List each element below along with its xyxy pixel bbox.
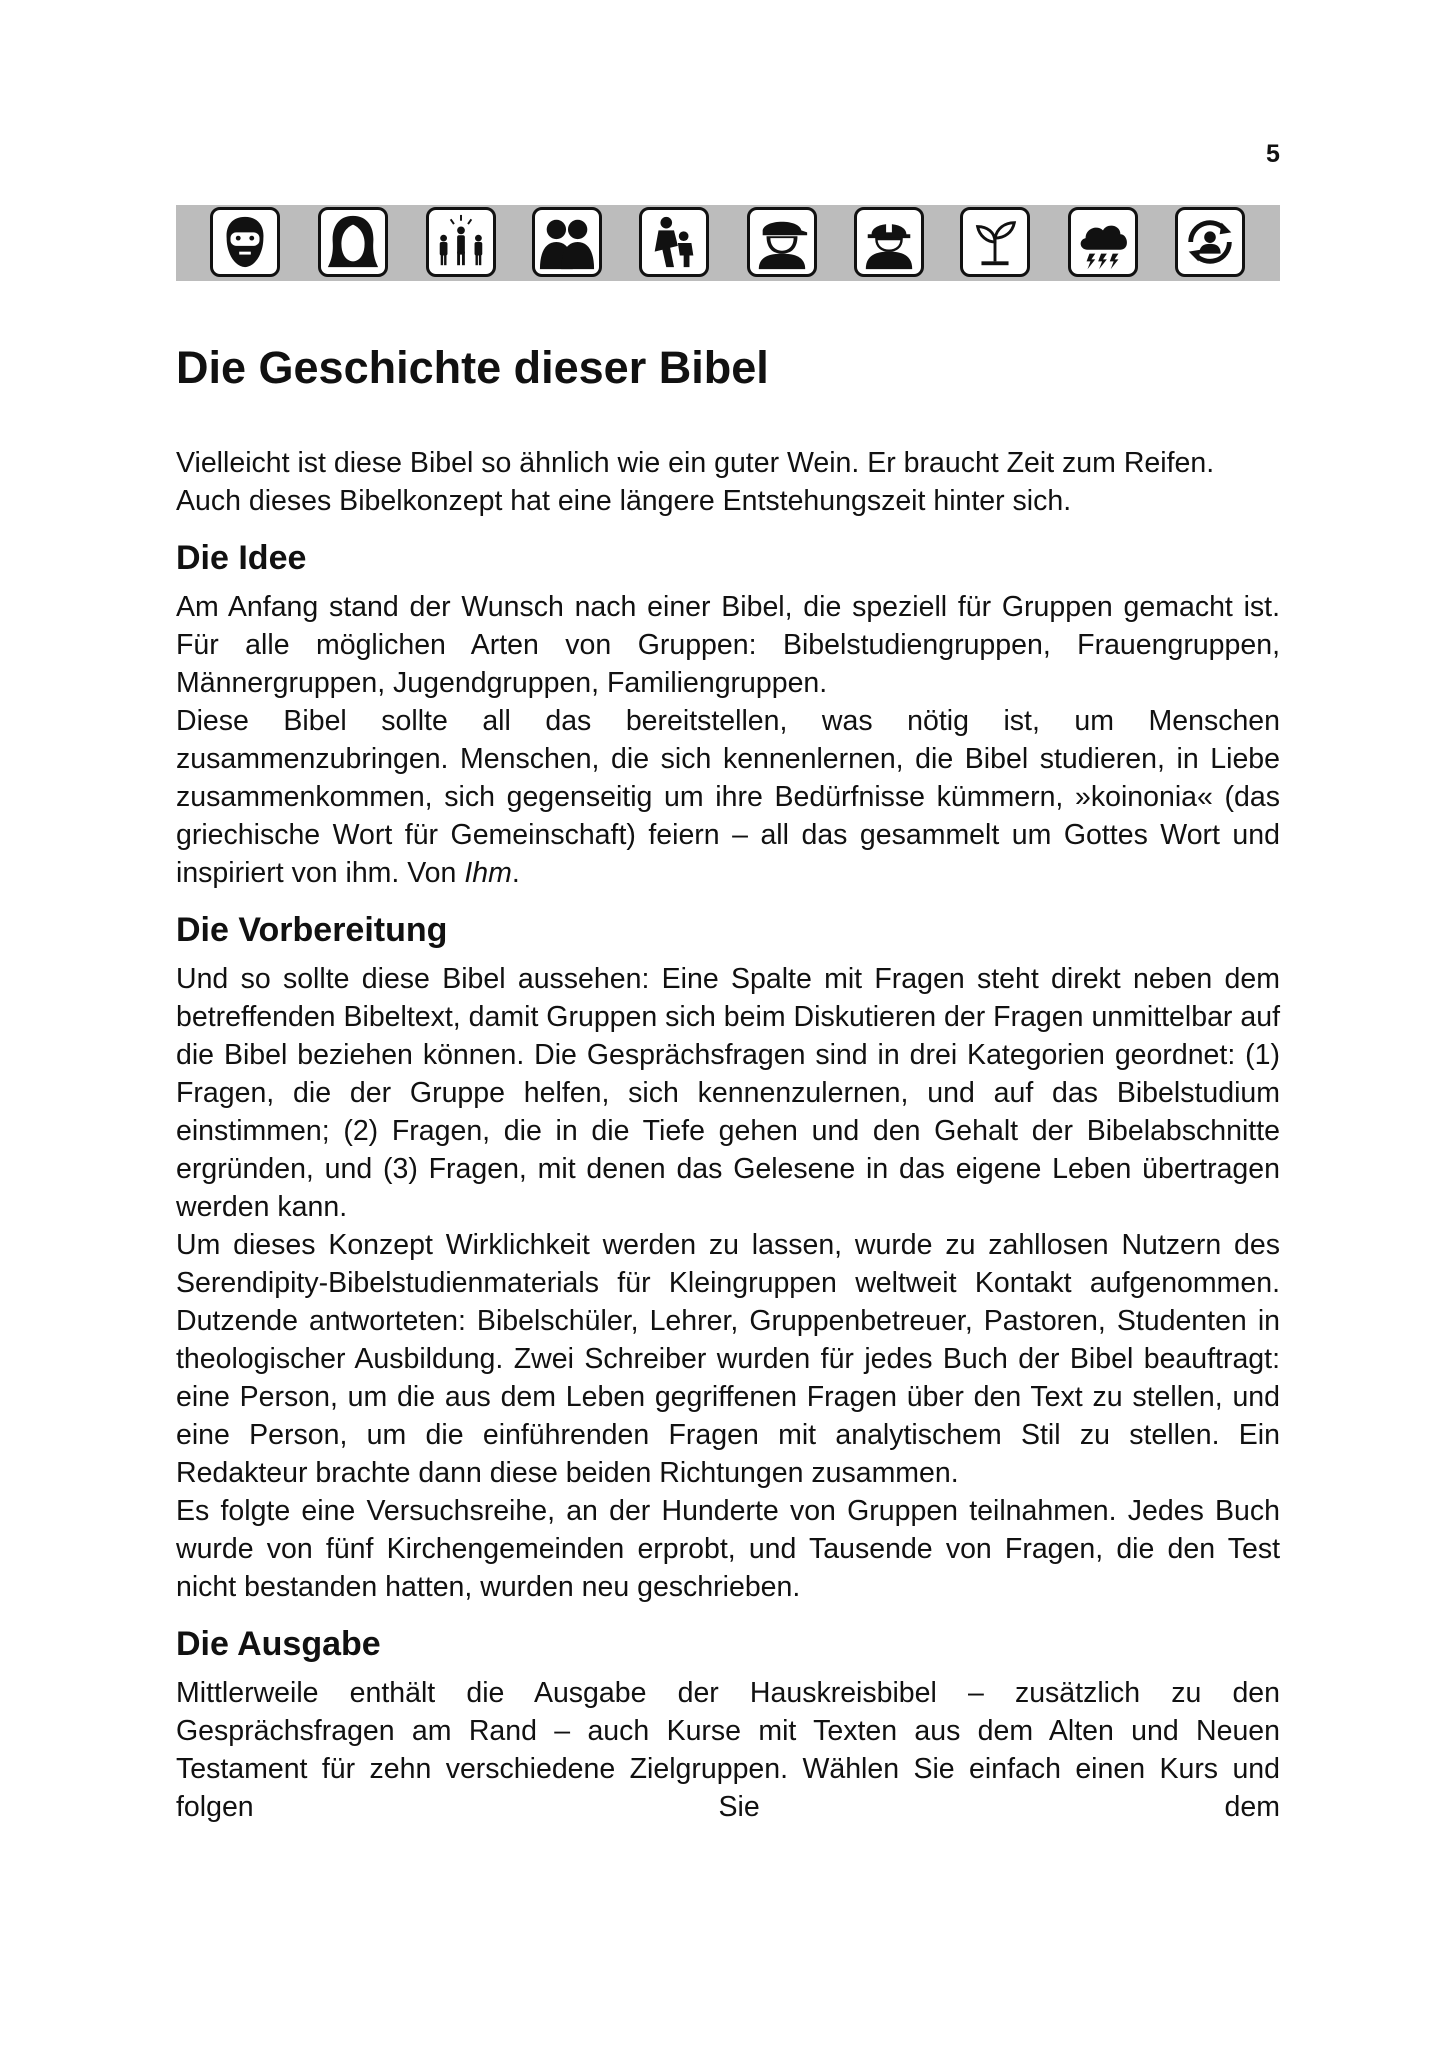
idee-paragraph-1: Am Anfang stand der Wunsch nach einer Bibel, die speziell für Gruppen gemacht ist. Für alle möglichen Arten von Gruppen: Bibelstudiengruppen, Frauengruppen, Männergruppen, Jugendgruppen, Familiengruppen. (176, 591, 1280, 699)
couple-icon (532, 207, 602, 277)
heading-vorbereitung: Die Vorbereitung (176, 911, 448, 949)
page-title: Die Geschichte dieser Bibel (176, 342, 769, 393)
vorbereitung-paragraph-1: Und so sollte diese Bibel aussehen: Eine Spalte mit Fragen steht direkt neben dem betreffenden Bibeltext, damit Gruppen sich beim Diskutieren der Fragen unmittelbar auf die Bibel beziehen können. Die Gesprächsfragen sind in drei Kategorien geordnet: (1) Fragen, die der Gruppe helfen, sich kennenzulernen, und auf das Bibelstudium einstimmen; (2) Fragen, die in die Tiefe gehen und den Gehalt der Bibelabschnitte ergründen, und (3) Fragen, mit denen das Gelesene in das eigene Leben übertragen werden kann. (176, 963, 1280, 1223)
page-number: 5 (1266, 140, 1280, 168)
vorbereitung-paragraph-2: Um dieses Konzept Wirklichkeit werden zu lassen, wurde zu zahllosen Nutzern des Serendipity-Bibelstudienmaterials für Kleingruppen weltweit Kontakt aufgenommen. Dutzende antworteten: Bibelschüler, Lehrer, Gruppenbetreuer, Pastoren, Studenten in theologischer Ausbildung. Zwei Schreiber wurden für jedes Buch der Bibel beauftragt: eine Person, um die aus dem Leben gegriffenen Fragen über den Text zu stellen, und eine Person, um die einführenden Fragen mit analytischem Stil zu stellen. Ein Redakteur brachte dann diese beiden Richtungen zusammen. (176, 1229, 1280, 1489)
idee-paragraph-2-end: . (511, 857, 520, 889)
seedling-icon (960, 207, 1030, 277)
vorbereitung-paragraph-3: Es folgte eine Versuchsreihe, an der Hunderte von Gruppen teilnahmen. Jedes Buch wurde von fünf Kirchengemeinden erprobt, und Tausende von Fragen, die den Test nicht bestanden hatten, wurden neu geschrieben. (176, 1495, 1280, 1603)
icon-strip (176, 205, 1280, 281)
heading-idee: Die Idee (176, 539, 307, 577)
intro-line-1: Vielleicht ist diese Bibel so ähnlich wie ein guter Wein. Er braucht Zeit zum Reifen. (176, 447, 1215, 479)
idee-paragraph-2 (176, 702, 1280, 892)
heading-ausgabe: Die Ausgabe (176, 1625, 381, 1663)
idee-paragraph-2-em: Ihm (464, 857, 512, 889)
youth-cap-icon (747, 207, 817, 277)
group-leader-icon (426, 207, 496, 277)
worker-helmet-icon (854, 207, 924, 277)
storm-cloud-icon (1068, 207, 1138, 277)
article-body (176, 444, 1280, 1826)
idee-paragraph-2-text: Diese Bibel sollte all das bereitstellen, was nötig ist, um Menschen zusammenzubringen. Menschen, die sich kennenlernen, die Bibel studieren, in Liebe zusammenkommen, sich gegenseitig um ihre Bedürfnisse kümmern, »koinonia« (das griechische Wort für Gemeinschaft) feiern – all das gesammelt um Gottes Wort und inspiriert von ihm. Von (176, 705, 1280, 889)
intro-line-2: Auch dieses Bibelkonzept hat eine längere Entstehungszeit hinter sich. (176, 485, 1072, 517)
parent-child-icon (639, 207, 709, 277)
woman-icon (318, 207, 388, 277)
renewal-person-icon (1175, 207, 1245, 277)
ausgabe-paragraph-1: Mittlerweile enthält die Ausgabe der Hauskreisbibel – zusätzlich zu den Gesprächsfragen am Rand – auch Kurse mit Texten aus dem Alten und Neuen Testament für zehn verschiedene Zielgruppen. Wählen Sie einfach einen Kurs und folgen Sie dem (176, 1677, 1280, 1823)
bearded-man-icon (210, 207, 280, 277)
